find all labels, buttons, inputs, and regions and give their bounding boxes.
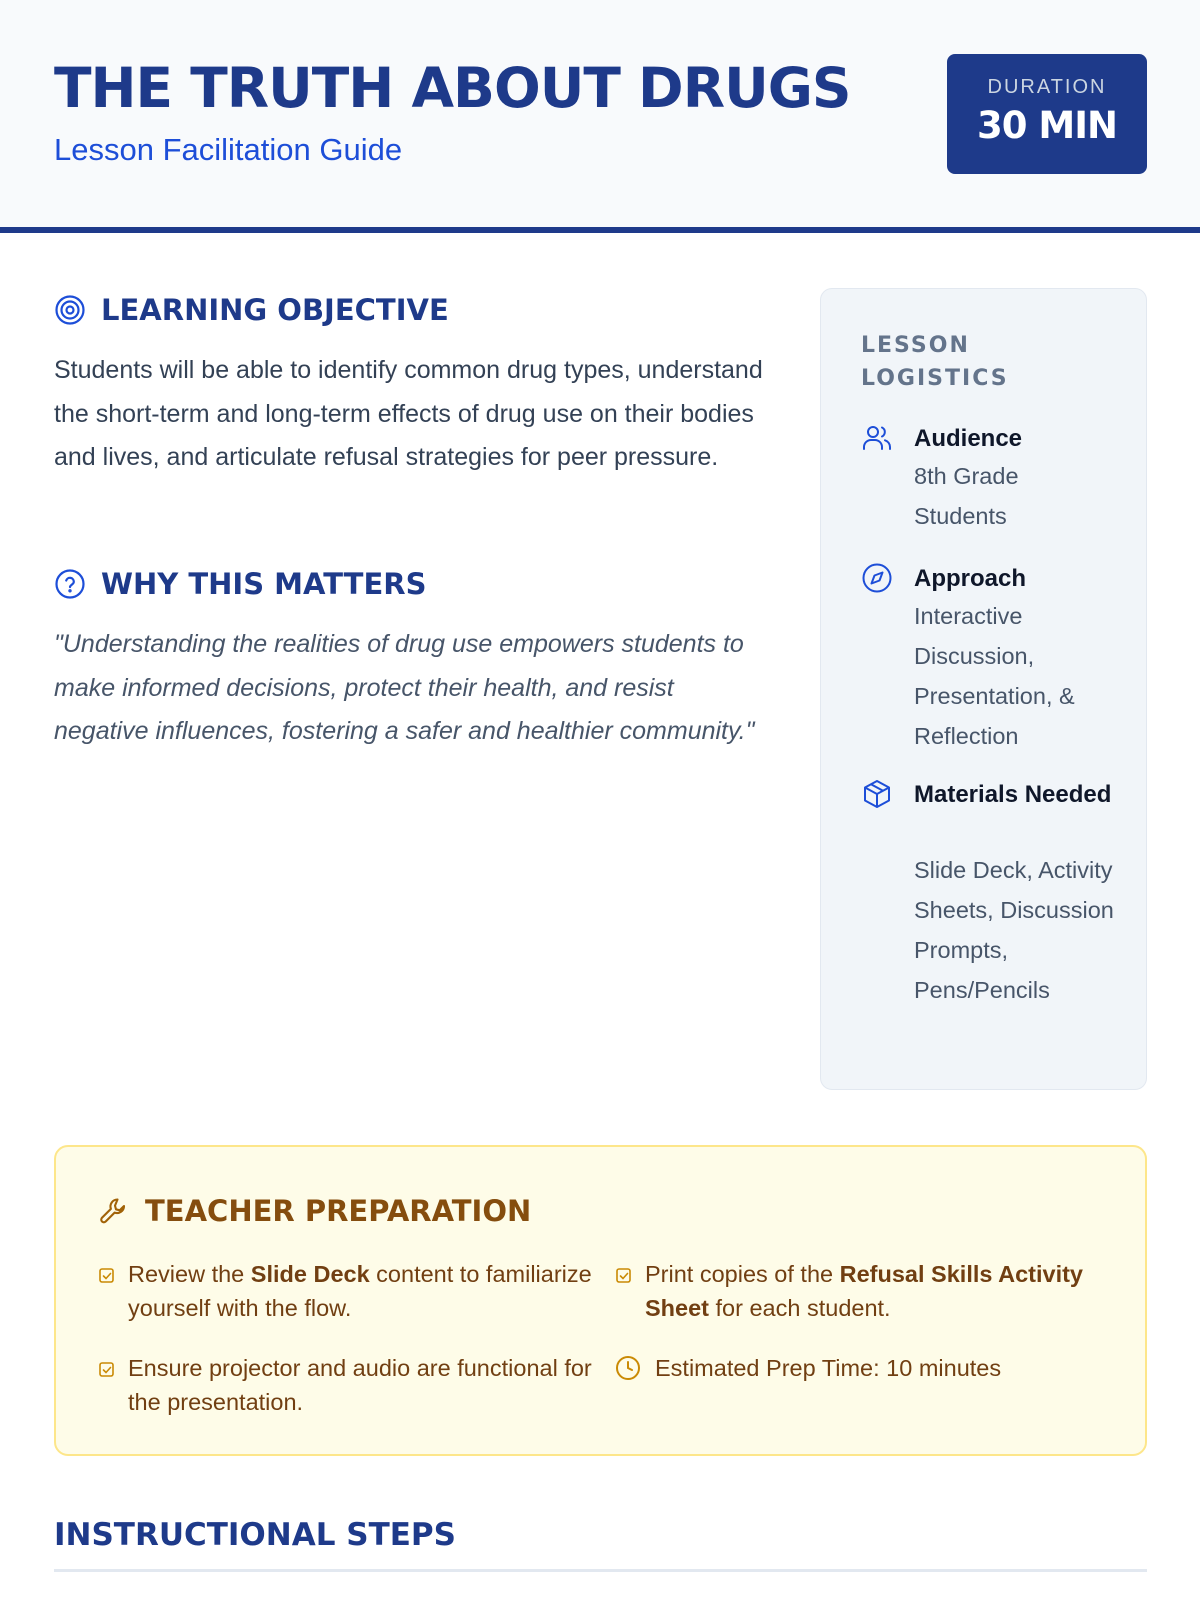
materials-label: Materials Needed bbox=[914, 781, 1112, 808]
logistics-item-materials bbox=[861, 778, 1121, 1058]
checkbox-icon bbox=[98, 1361, 116, 1379]
target-icon bbox=[54, 294, 86, 326]
teacher-preparation-card bbox=[54, 1145, 1147, 1456]
users-icon bbox=[861, 422, 893, 454]
page-header bbox=[0, 0, 1200, 233]
prep-item bbox=[98, 1351, 598, 1421]
logistics-item-approach bbox=[861, 562, 1121, 752]
logistics-title: LESSON LOGISTICS bbox=[861, 333, 1009, 391]
duration-value: 30 MIN bbox=[977, 104, 1117, 147]
prep-item-text: Review the Slide Deck content to familiarize yourself with the flow. bbox=[128, 1261, 592, 1321]
prep-item bbox=[615, 1257, 1115, 1327]
learning-objective-text: Students will be able to identify common drug types, understand the short-term and long-term effects of drug use on their bodies and lives, and articulate refusal strategies for peer pressure. bbox=[54, 356, 763, 471]
checkbox-icon bbox=[615, 1267, 633, 1285]
learning-objective-title: LEARNING OBJECTIVE bbox=[101, 293, 449, 327]
why-this-matters-quote: "Understanding the realities of drug use empowers students to make informed decisions, protect their health, and resist negative influences, fostering a safer and healthier community." bbox=[54, 630, 755, 745]
approach-value: Interactive Discussion, Presentation, & Reflection bbox=[914, 603, 1075, 749]
clock-icon bbox=[614, 1354, 642, 1382]
why-this-matters-title: WHY THIS MATTERS bbox=[101, 567, 427, 601]
duration-label: DURATION bbox=[987, 76, 1107, 98]
checkbox-icon bbox=[98, 1267, 116, 1285]
page-title: THE TRUTH ABOUT DRUGS bbox=[54, 56, 851, 120]
learning-objective-heading bbox=[54, 292, 449, 328]
prep-item bbox=[98, 1257, 598, 1327]
prep-item-highlight: Refusal Skills Activity Sheet bbox=[645, 1261, 1084, 1321]
help-circle-icon bbox=[54, 568, 86, 600]
logistics-item-audience bbox=[861, 422, 1121, 532]
lesson-logistics-card bbox=[820, 288, 1147, 1090]
why-this-matters-heading bbox=[54, 566, 427, 602]
compass-icon bbox=[861, 562, 893, 594]
prep-time-text: Estimated Prep Time: 10 minutes bbox=[655, 1355, 1002, 1381]
prep-item-highlight: Slide Deck bbox=[250, 1261, 370, 1287]
section-divider bbox=[54, 1569, 1147, 1572]
instructional-steps-heading: INSTRUCTIONAL STEPS bbox=[54, 1517, 456, 1553]
audience-value: 8th Grade Students bbox=[914, 463, 1019, 529]
prep-item-time bbox=[615, 1351, 1115, 1391]
approach-label: Approach bbox=[914, 565, 1027, 592]
prep-item-text: Ensure projector and audio are functional for the presentation. bbox=[128, 1355, 592, 1415]
page-subtitle: Lesson Facilitation Guide bbox=[54, 132, 403, 167]
duration-badge bbox=[947, 54, 1147, 174]
teacher-preparation-title: TEACHER PREPARATION bbox=[145, 1194, 532, 1228]
teacher-preparation-heading bbox=[98, 1193, 531, 1229]
audience-label: Audience bbox=[914, 425, 1023, 452]
materials-value: Slide Deck, Activity Sheets, Discussion Prompts, Pens/Pencils bbox=[914, 857, 1114, 1003]
box-icon bbox=[861, 778, 893, 810]
prep-item-text: Print copies of the Refusal Skills Activity Sheet for each student. bbox=[645, 1261, 1084, 1321]
wrench-icon bbox=[98, 1195, 130, 1227]
